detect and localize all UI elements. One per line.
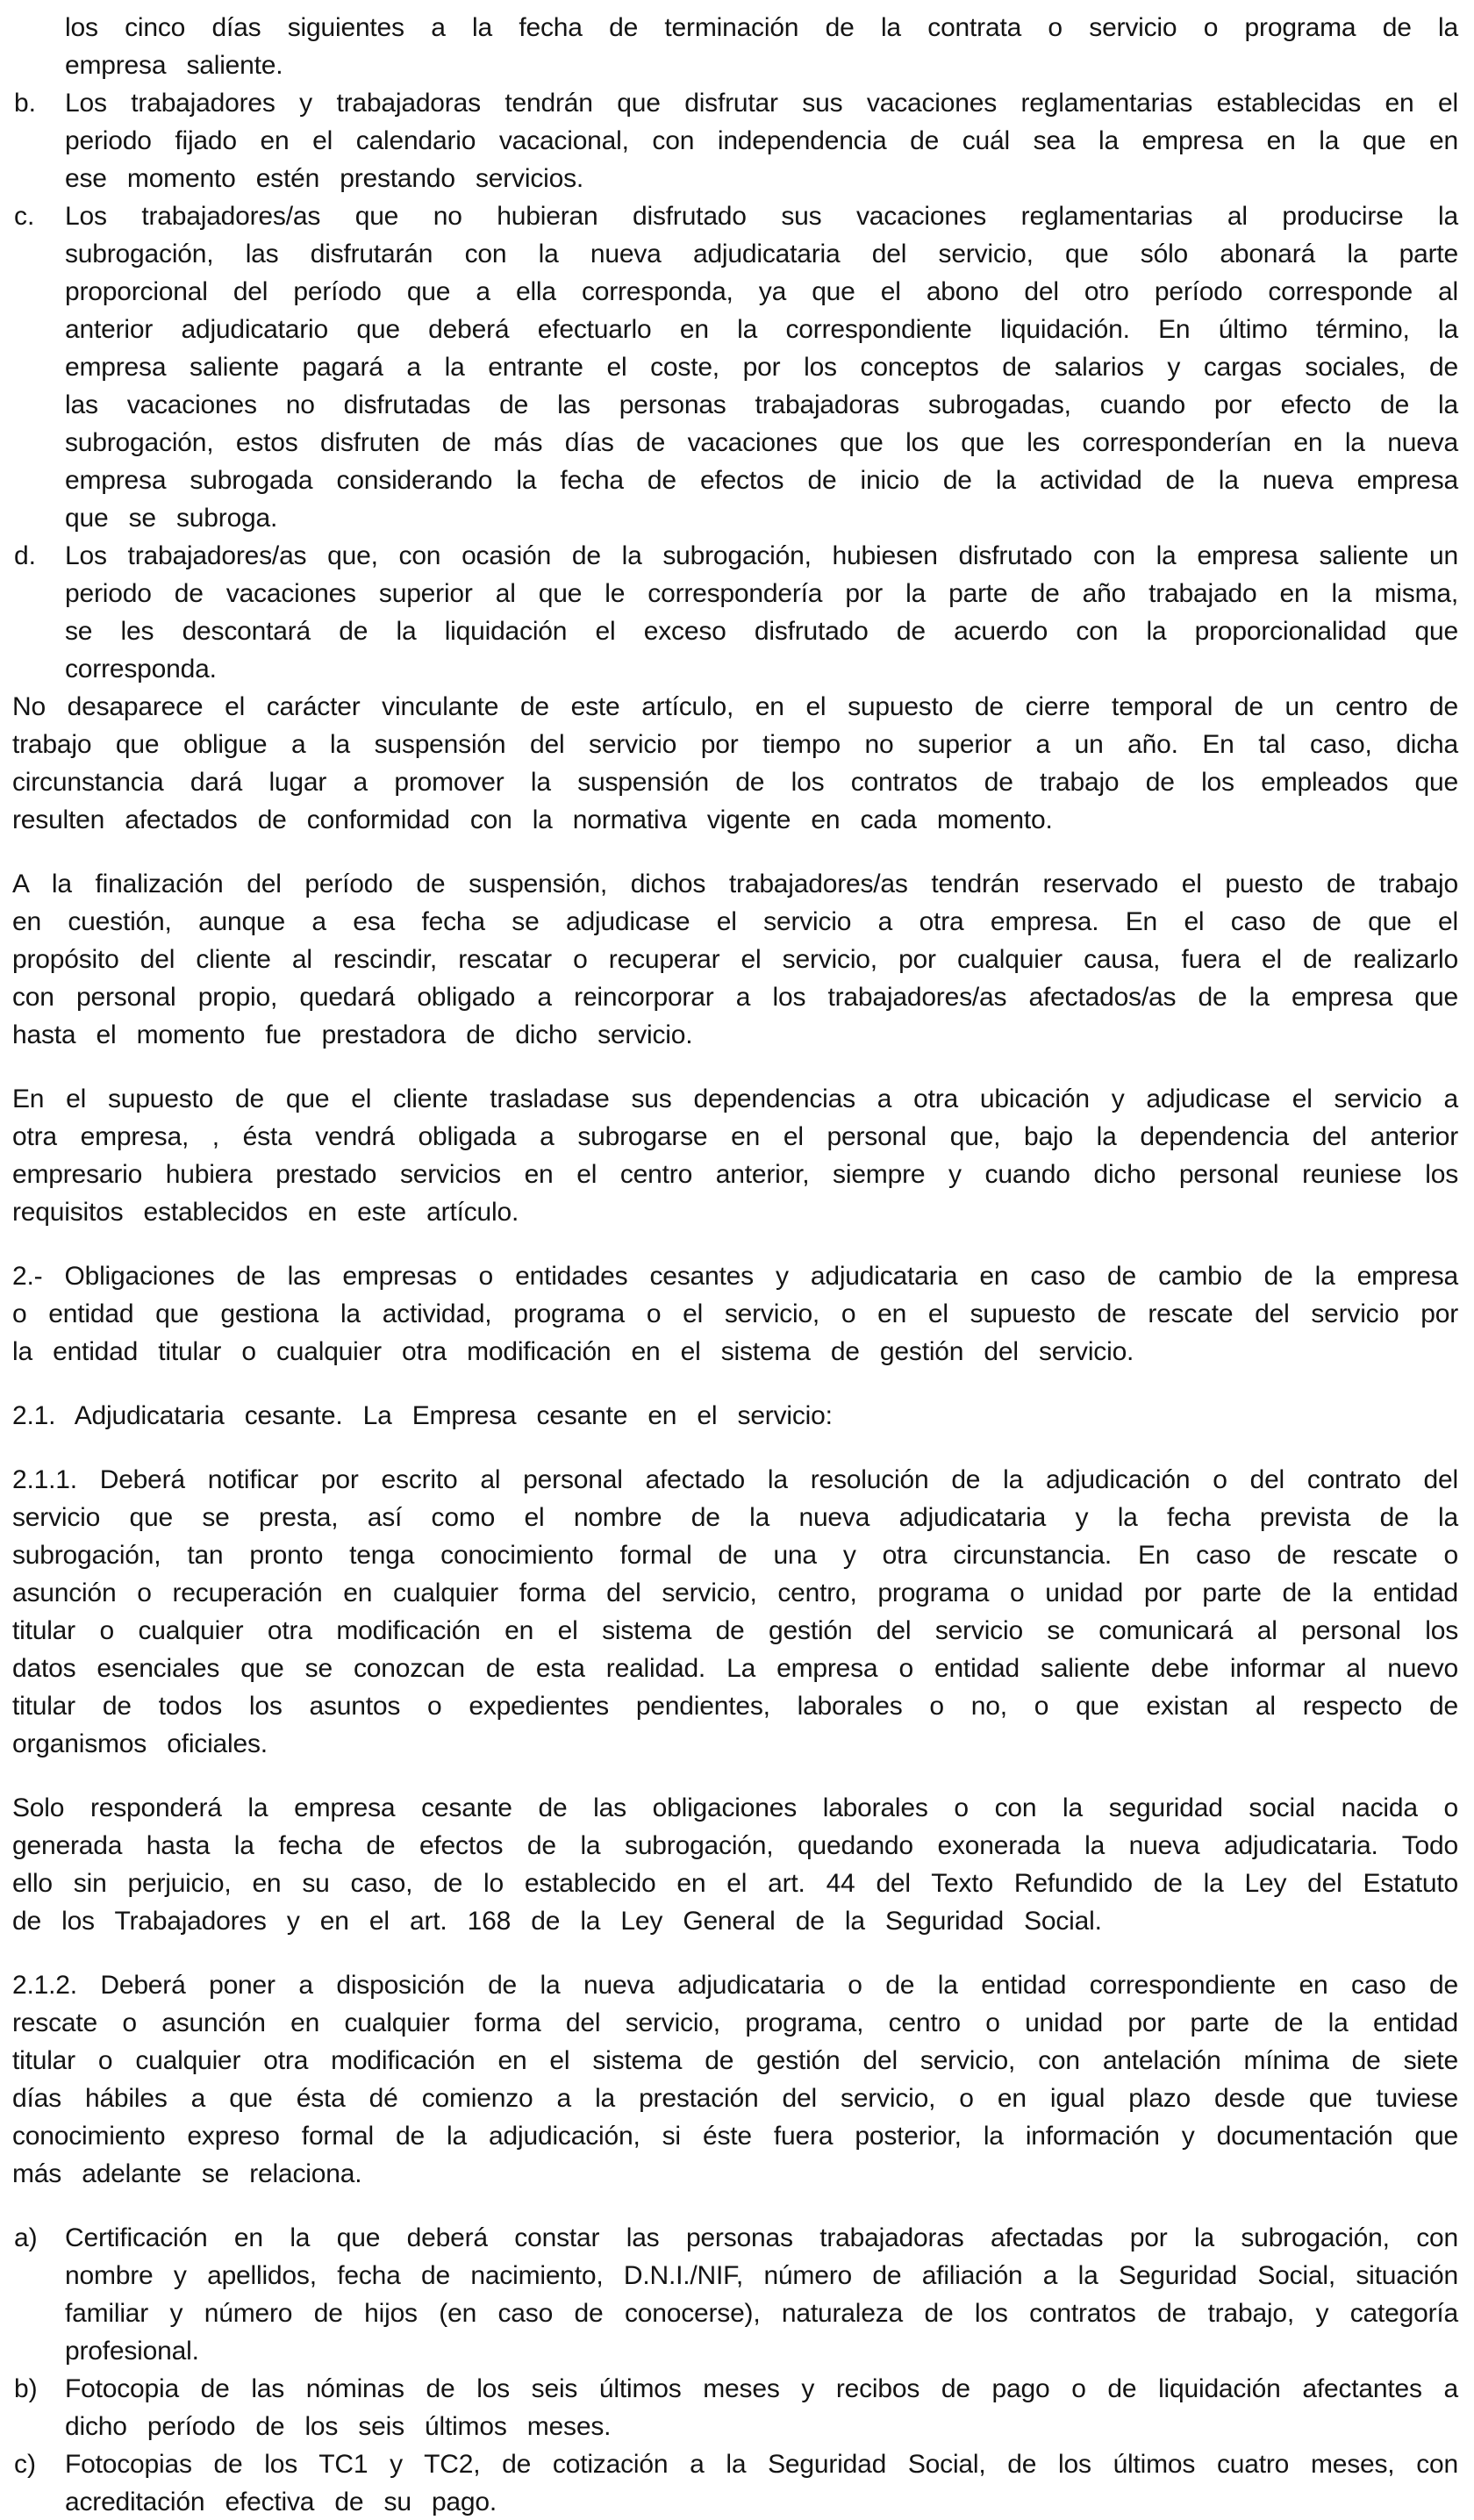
list-item-b	[12, 84, 1458, 197]
paragraph-cierre-temporal: No desaparece el carácter vinculante de este artículo, en el supuesto de cierre temporal de un centro de trabajo que obligue a la suspensión del servicio por tiempo no superior a un año. En tal caso, dicha circunstancia dará lugar a promover la suspensión de los contratos de trabajo de los empleados que resulten afectados de conformidad con la normativa vigente en cada momento.	[12, 692, 1458, 834]
list-item-text: Los trabajadores/as que, con ocasión de la subrogación, hubiesen disfrutado con la empresa saliente un periodo de vacaciones superior al que le correspondería por la parte de año trabajado en la misma, se les descontará de la liquidación el exceso disfrutado de acuerdo con la proporcionalidad que corresponda.	[65, 541, 1458, 684]
list-item-b-fotocopia-nominas	[12, 2370, 1458, 2445]
paragraph-seccion-2-obligaciones: 2.- Obligaciones de las empresas o entidades cesantes y adjudicataria en caso de cambio de la empresa o entidad que gestiona la actividad, programa o el servicio, o en el supuesto de rescate del servicio por la entidad titular o cualquier otra modificación en el sistema de gestión del servicio.	[12, 1262, 1458, 1366]
paragraph-seccion-2-1-1-notificacion: 2.1.1. Deberá notificar por escrito al personal afectado la resolución de la adjudicación o del contrato del servicio que se presta, así como el nombre de la nueva adjudicataria y la fecha prevista de la subrogación, tan pronto tenga conocimiento formal de una y otra circunstancia. En caso de rescate o asunción o recuperación en cualquier forma del servicio, centro, programa o unidad por parte de la entidad titular o cualquier otra modificación en el sistema de gestión del servicio se comunicará al personal los datos esenciales que se conozcan de esta realidad. La empresa o entidad saliente debe informar al nuevo titular de todos los asuntos o expedientes pendientes, laborales o no, o que existan al respecto de organismos oficiales.	[12, 1465, 1458, 1758]
list-marker: c.	[14, 202, 35, 231]
paragraph-seccion-2-1-adjudicataria-cesante: 2.1. Adjudicataria cesante. La Empresa cesante en el servicio:	[12, 1401, 833, 1430]
paragraph-responsabilidad-empresa-cesante: Solo responderá la empresa cesante de las obligaciones laborales o con la seguridad social nacida o generada hasta la fecha de efectos de la subrogación, quedando exonerada la nueva adjudicataria. Todo ello sin perjuicio, en su caso, de lo establecido en el art. 44 del Texto Refundido de la Ley del Estatuto de los Trabajadores y en el art. 168 de la Ley General de la Seguridad Social.	[12, 1793, 1458, 1936]
list-item-text: Los trabajadores/as que no hubieran disfrutado sus vacaciones reglamentarias al producirse la subrogación, las disfrutarán con la nueva adjudicataria del servicio, que sólo abonará la parte proporcional del período que a ella corresponda, ya que el abono del otro período corresponde al anterior adjudicatario que deberá efectuarlo en la correspondiente liquidación. En último término, la empresa saliente pagará a la entrante el coste, por los conceptos de salarios y cargas sociales, de las vacaciones no disfrutadas de las personas trabajadoras subrogadas, cuando por efecto de la subrogación, estos disfruten de más días de vacaciones que los que les corresponderían en la nueva empresa subrogada considerando la fecha de efectos de inicio de la actividad de la nueva empresa que se subroga.	[65, 202, 1458, 533]
list-item-text: Fotocopia de las nóminas de los seis últimos meses y recibos de pago o de liquidación afectantes a dicho período de los seis últimos meses.	[65, 2374, 1458, 2441]
list-marker: a)	[14, 2223, 38, 2252]
list-item-d	[12, 537, 1458, 688]
list-item-a-certificacion	[12, 2219, 1458, 2370]
paragraph-finalizacion-suspension: A la finalización del período de suspensión, dichos trabajadores/as tendrán reservado el puesto de trabajo en cuestión, aunque a esa fecha se adjudicase el servicio a otra empresa. En el caso de que el propósito del cliente al rescindir, rescatar o recuperar el servicio, por cualquier causa, fuera el de realizarlo con personal propio, quedará obligado a reincorporar a los trabajadores/as afectados/as de la empresa que hasta el momento fue prestadora de dicho servicio.	[12, 870, 1458, 1049]
list-item-text: Fotocopias de los TC1 y TC2, de cotización a la Seguridad Social, de los últimos cuatro meses, con acreditación efectiva de su pago.	[65, 2450, 1458, 2516]
list-item-text: Los trabajadores y trabajadoras tendrán que disfrutar sus vacaciones reglamentarias establecidas en el periodo fijado en el calendario vacacional, con independencia de cuál sea la empresa en la que en ese momento estén prestando servicios.	[65, 89, 1458, 193]
paragraph-seccion-2-1-2-documentacion: 2.1.2. Deberá poner a disposición de la nueva adjudicataria o de la entidad correspondiente en caso de rescate o asunción en cualquier forma del servicio, programa, centro o unidad por parte de la entidad titular o cualquier otra modificación en el sistema de gestión del servicio, con antelación mínima de siete días hábiles a que ésta dé comienzo a la prestación del servicio, o en igual plazo desde que tuviese conocimiento expreso formal de la adjudicación, si éste fuera posterior, la información y documentación que más adelante se relaciona.	[12, 1971, 1458, 2188]
list-item-text: Certificación en la que deberá constar las personas trabajadoras afectadas por la subrogación, con nombre y apellidos, fecha de nacimiento, D.N.I./NIF, número de afiliación a la Seguridad Social, situación familiar y número de hijos (en caso de conocerse), naturaleza de los contratos de trabajo, y categoría profesional.	[65, 2223, 1458, 2366]
list-marker: d.	[14, 541, 37, 570]
list-marker: b.	[14, 89, 37, 118]
paragraph-continuation: los cinco días siguientes a la fecha de terminación de la contrata o servicio o programa de la empresa saliente.	[65, 13, 1458, 80]
list-marker: c)	[14, 2450, 36, 2479]
paragraph-traslado-dependencias: En el supuesto de que el cliente trasladase sus dependencias a otra ubicación y adjudicase el servicio a otra empresa, , ésta vendrá obligada a subrogarse en el personal que, bajo la dependencia del anterior empresario hubiera prestado servicios en el centro anterior, siempre y cuando dicho personal reuniese los requisitos establecidos en este artículo.	[12, 1085, 1458, 1227]
list-item-c-fotocopias-tc1-tc2	[12, 2445, 1458, 2520]
list-marker: b)	[14, 2374, 38, 2403]
list-item-c	[12, 197, 1458, 537]
